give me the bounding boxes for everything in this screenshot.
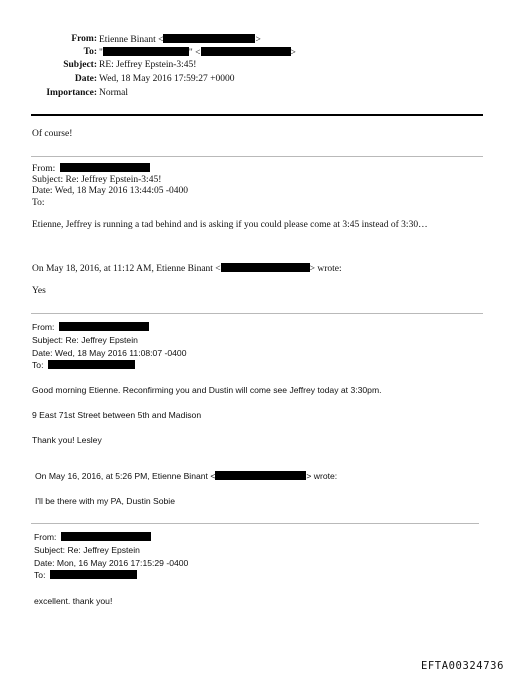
header-from-value: Etienne Binant < > <box>99 35 261 45</box>
msg3-body: excellent. thank you! <box>34 596 113 606</box>
msg1-subject: Subject: Re: Jeffrey Epstein-3:45! <box>32 175 162 185</box>
redaction-box <box>59 322 149 331</box>
quote1-body: Yes <box>32 286 46 296</box>
msg1-from: From: <box>32 163 150 174</box>
msg2-body-line1: Good morning Etienne. Reconfirming you and Dustin will come see Jeffrey today at 3:30pm. <box>32 385 382 395</box>
header-subject-value: RE: Jeffrey Epstein-3:45! <box>99 60 197 70</box>
redaction-box <box>60 163 150 172</box>
redaction-box <box>50 570 137 579</box>
separator-line <box>31 313 483 314</box>
header-date-label: Date: <box>74 74 97 84</box>
header-divider <box>31 114 483 116</box>
redaction-box <box>61 532 151 541</box>
redaction-box <box>163 34 255 43</box>
msg2-to: To: <box>32 360 135 370</box>
msg2-subject: Subject: Re: Jeffrey Epstein <box>32 335 138 345</box>
msg2-body-line3: Thank you! Lesley <box>32 435 102 445</box>
redaction-box <box>201 47 291 56</box>
redaction-box <box>221 263 310 272</box>
redaction-box <box>103 47 189 56</box>
quote1-attribution: On May 18, 2016, at 11:12 AM, Etienne Binant < > wrote: <box>32 264 342 274</box>
msg1-body: Etienne, Jeffrey is running a tad behind and is asking if you could please come at 3:45 instead of 3:30… <box>32 220 428 230</box>
msg2-body-line2: 9 East 71st Street between 5th and Madison <box>32 410 202 420</box>
redaction-box <box>48 360 135 369</box>
header-importance-value: Normal <box>99 88 129 98</box>
msg3-from: From: <box>34 532 151 542</box>
separator-line <box>31 523 479 524</box>
quote2-body: I'll be there with my PA, Dustin Sobie <box>35 496 175 506</box>
reply-body: Of course! <box>32 129 73 139</box>
header-to-value: " " < > <box>99 48 296 58</box>
msg3-subject: Subject: Re: Jeffrey Epstein <box>34 545 140 555</box>
header-date-value: Wed, 18 May 2016 17:59:27 +0000 <box>99 74 235 84</box>
msg2-date: Date: Wed, 18 May 2016 11:08:07 -0400 <box>32 348 187 358</box>
separator-line <box>31 156 483 157</box>
redaction-box <box>215 471 306 480</box>
msg3-to: To: <box>34 570 137 580</box>
msg1-date: Date: Wed, 18 May 2016 13:44:05 -0400 <box>32 186 189 196</box>
header-importance-label: Importance: <box>46 88 97 98</box>
header-to-label: To: <box>83 47 97 57</box>
quote2-attribution: On May 16, 2016, at 5:26 PM, Etienne Binant < > wrote: <box>35 471 338 481</box>
msg2-from: From: <box>32 322 149 332</box>
header-subject-label: Subject: <box>63 60 97 70</box>
header-from-label: From: <box>71 34 97 44</box>
msg3-date: Date: Mon, 16 May 2016 17:15:29 -0400 <box>34 558 189 568</box>
bates-number: EFTA00324736 <box>420 660 504 672</box>
msg1-to: To: <box>32 198 45 208</box>
